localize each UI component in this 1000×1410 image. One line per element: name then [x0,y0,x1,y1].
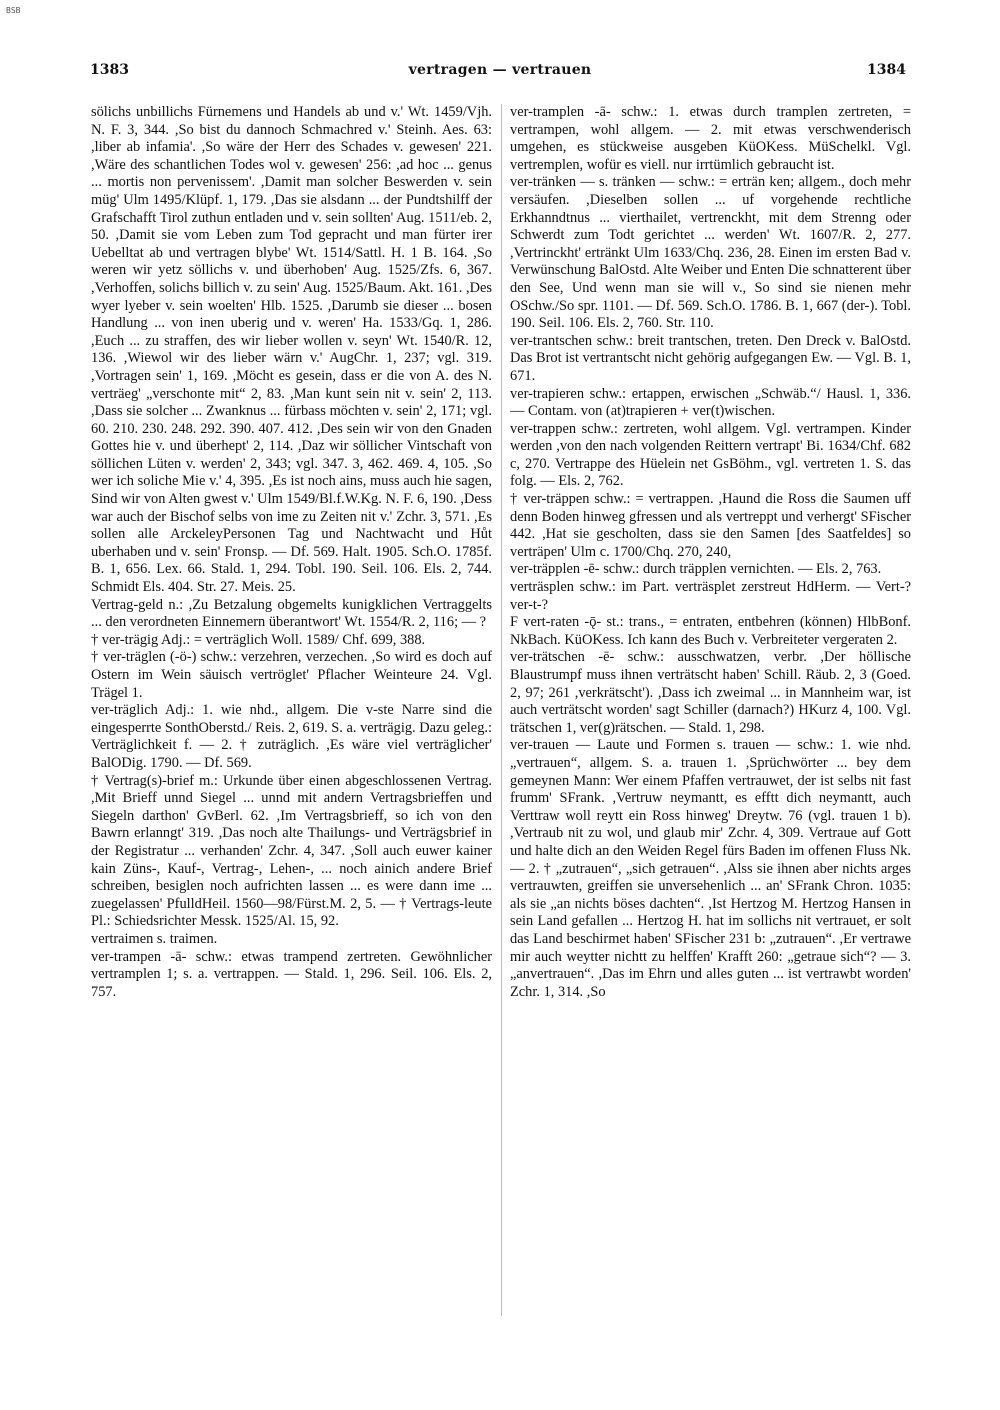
left-column [91,104,492,1316]
entry-vertrapieren: ver-trapieren schw.: ertappen, erwischen „Schwäb.“/ Hausl. 1, 336. — Contam. von (at)trapieren + ver(t)wischen. [510,385,911,420]
entry-vertraenken: ver-tränken — s. tränken — schw.: = erträn ken; allgem., doch mehr versäufen. ,Dieselben sollen ... uf vorgehende rechtliche Erkhanndtnus ... vierthailet, vertrenckht, mit dem Strenng oder Schwerdt zum Todt gerichtet ... werden' Wt. 1607/R. 2, 277. ,Vertrinckht' ertränkt Ulm 1633/Chq. 236, 28. Einen im ersten Bad v. Verwünschung BalOstd. Alte Weiber und Enten Die schnatterent über den See, Und wenn man sie will v., So sind sie nienen mehr OSchw./So spr. 1101. — Df. 569. Sch.O. 1786. B. 1, 667 (der-). Tobl. 190. Seil. 106. Els. 2, 760. Str. 110. [510,174,911,332]
entry-vertraeppen: † ver-träppen schw.: = vertrappen. ,Haund die Ross die Saumen uff denn Boden hinweg gfressen und als vertreppt und verhergt' SFischer 442. ,Hat sie gescholten, dass sie den Samen [des Saatfeldes] so verträpen' Ulm c. 1700/Chq. 270, 240, [510,491,911,560]
entry-vertragsbrief: † Vertrag(s)-brief m.: Urkunde über einen abgeschlossenen Vertrag. ,Mit Brieff unnd Siegel ... unnd mit andern Vertragsbrieffen und Siegeln darthon' GvBerl. 62. ,Im Vertragsbrieff, so ich von den Bawrn erlanngt' 319. ,Das noch alte Thailungs- und Verträgsbrief in der Registratur ... verhanden' Zchr. 4, 347. ,Soll auch euwer kainer kain Züns-, Kauf-, Vertrag-, Lehen-, ... noch ainich andere Brief schreiben, besiglen noch aufrichten lassen ... es were dann ime ... zuegelassen' PfulldHeil. 1560—98/Fürst.M. 2, 5. — † Vertrags-leute Pl.: Schiedsrichter Messk. 1525/Al. 15, 92. [91,772,492,930]
entry-vertrappen: ver-trappen schw.: zertreten, wohl allgem. Vgl. vertrampen. Kinder werden ,von den nach volgenden Reittern vertrapt' Bi. 1634/Chf. 682 c, 270. Vertrappe des Hüelein net GsBöhm., vgl. vertreten 1. S. das folg. — Els. 2, 762. [510,420,911,490]
entry-vertrauen: ver-trauen — Laute und Formen s. trauen — schw.: 1. wie nhd. „vertrauen“, allgem. S. a. trauen 1. ,Sprüchwörter ... bey dem gemeynen Mann: Wer einem Pfaffen vertrauwet, der ist selbs nit fast frumm' SFrank. ,Vertruw neymantt, es efftt dich neymantt, auch Verttraw woll reytt ein Ross hinweg' Dreytw. 76 (vgl. trauen 1 b). ,Vertraub nit zu wol, und glaub mir' Zchr. 4, 309. Vertraue auf Gott und halte dich an den Weiden Regel fürs Baden im offenen Fluss Nk. — 2. † „zutrauen“, „sich getrauen“. ,Alss sie ihnen aber nichts arges vertrauwten, greiffen sie unversehenlich ... an' SFrank Chron. 1035: als sie „an nichts böses dachten“. ,Ist Hertzog M. Hertzog Hansen in sein Land gefallen ... Hertzog H. hat im sollichs nit vertrauet, er solt das Land beschirmet haben' SFischer 231 b: „zutrauen“. ,Er vertrawe mir auch weytter nichtt zu helffen' Krafft 260: „getraue sich“? — 3. „anvertrauen“. ,Das im Ehrn und alles guten ... ist vertrawbt worden' Zchr. 1, 314. ,So [510,737,911,1000]
page-number-left: 1383 [90,62,129,78]
entry-vertraegig: † ver-trägig Adj.: = verträglich Woll. 1589/ Chf. 699, 388. [91,631,426,648]
entry-vertrantschen: ver-trantschen schw.: breit trantschen, treten. Den Dreck v. BalOstd. Das Brot ist vertrantscht nicht gehörig aufgegangen Ew. — Vgl. B. 1, 671. [510,332,911,384]
entry-vertraesplen: verträsplen schw.: im Part. verträsplet zerstreut HdHerm. — Vert-? ver-t-? [510,579,911,613]
entry-vertraten: F vert-raten -ǭ- st.: trans., = entraten, entbehren (können) HlbBonf. NkBach. KüOKess. Ich kann des Buch v. Verbreiteter vergeraten 2. [510,614,911,648]
entry-vertramplen: ver-tramplen -ā- schw.: 1. etwas durch tramplen zertreten, = vertrampen, wohl allgem. — 2. mit etwas verschwenderisch umgehen, es stückweise ausgeben KüOKess. MüSchelkl. Vgl. vertremplen, wofür es viell. nur irrtümlich gebraucht ist. [510,104,911,173]
running-header: vertragen — vertrauen [408,62,592,78]
entry-vertraetschen: ver-trätschen -ē- schw.: ausschwatzen, verbr. ,Der höllische Blaustrumpf muss ihnen verträtscht haben' Schill. Räub. 2, 3 (Goed. 2, 97; 261 ,verkrätscht'). ,Dass ich zweimal ... in Mannheim war, ist auch verträtscht worden' sagt Schiller (darnach?) HKurz 4, 100. Vgl. trätschen 1, ver(g)rätschen. — Stald. 1, 298. [510,649,911,736]
entry-vertrag-geld: Vertrag-geld n.: ,Zu Betzalung obgemelts kunigklichen Vertraggelts ... den verordneten Einnemern überantwort' Wt. 1554/R. 2, 116; — ? [91,596,492,631]
page-number-right: 1384 [867,62,906,78]
entry-vertraeglen: † ver-träglen (-ö-) schw.: verzehren, verzechen. ,So wird es doch auf Ostern im Wein säuisch vertröglet' Pflacher Weinteure 24. Vgl. Trägel 1. [91,649,492,701]
right-column [510,104,911,1316]
entry-vertragen-continued: sölichs unbillichs Fürnemens und Handels ab und v.' Wt. 1459/Vjh. N. F. 3, 344. ,So bist du dannoch Schmachred v.' Steinh. Aes. 63: ,liber ab infamia'. ,So wäre der Herr des Schades v. gewesen' 221. ,Wäre des schantlichen Todes wol v. gewesen' 256: ,ad hoc ... genus ... mortis non pervenissem'. ,Damit man solcher Beswerden v. sein müg' Ulm 1495/Klüpf. 1, 179. ,Das sie alsdann ... der Pundtshilff der Grafschafft Tirol zuthun entladen und v. sein sollten' Aug. 1511/eb. 2, 50. ,Damit sie vom Leben zum Tod gepracht und man fürter irer Uebelltat ab und vertragen blybe' Wt. 1514/Sattl. H. 1 B. 164. ,So weren wir yetz söllichs v. und überhoben' Aug. 1525/Zfs. 6, 367. ,Verhoffen, solichs billich v. zu sein' Aug. 1525/Baum. Akt. 161. ,Des wyer lyeber v. sein woelten' Hlb. 1525. ,Darumb sie dieser ... bosen Handlung ... von inen uberig und v. weren' Ha. 1533/Gq. 1, 286. ,Euch ... zu straffen, des wir lieber wollen v. seyn' Wt. 1540/R. 12, 136. ,Wiewol wir des lieber wärn v.' AugChr. 1, 237; vgl. 319. ,Vortragen sein' 1, 169. ,Möcht es gesein, dass er die von A. des N. verträeg' „verschonte mit“ 2, 83. ,Man kunt sein nit v. sein' 2, 113. ,Dass sie solcher ... Zwanknus ... fürbass möchten v. sein' 2, 171; vgl. 60. 210. 230. 248. 292. 390. 407. 412. ,Des sein wir von den Gnaden Gottes hie v. und überhept' 2, 114. ,Daz wir söllicher Vintschaft von söllichen Lüten v. werden' 2, 343; vgl. 347. 3, 462. 469. 4, 105. ,So wer ich soliche Mie v.' 4, 395. ,Es ist noch ains, muss auch hie sagen, Sind wir von Alten gwest v.' Ulm 1549/Bl.f.W.Kg. N. F. 6, 190. ,Dess war auch der Bischof selbs von ime zu Zeiten nit v.' Zchr. 3, 571. ,Es sollen alle ArckeleyPersonen Tag und Nachtwacht und Hůt uberhaben und v. sein' Fronsp. — Df. 569. Halt. 1905. Sch.O. 1785f. B. 1, 656. Lex. 66. Stald. 1, 294. Tobl. 190. Seil. 106. Els. 2, 744. Schmidt Els. 404. Str. 27. Meis. 25. [91,104,492,596]
entry-vertrampen: ver-trampen -ā- schw.: etwas trampend zertreten. Gewöhnlicher vertramplen 1; s. a. vertrappen. — Stald. 1, 296. Seil. 106. Els. 2, 757. [91,948,492,1000]
entry-vertraimen: vertraimen s. traimen. [91,930,218,947]
entry-vertraeglich: ver-träglich Adj.: 1. wie nhd., allgem. Die v-ste Narre sind die eingesperrte SonthOberstd./ Reis. 2, 619. S. a. verträgig. Dazu geleg.: Verträglichkeit f. — 2. † zuträglich. ,Es wäre viel verträglicher' BalODig. 1790. — Df. 569. [91,702,492,771]
column-divider [501,104,502,1316]
entry-vertraepplen: ver-träpplen -ē- schw.: durch träpplen vernichten. — Els. 2, 763. [510,561,882,578]
library-stamp: BSB [6,6,21,15]
